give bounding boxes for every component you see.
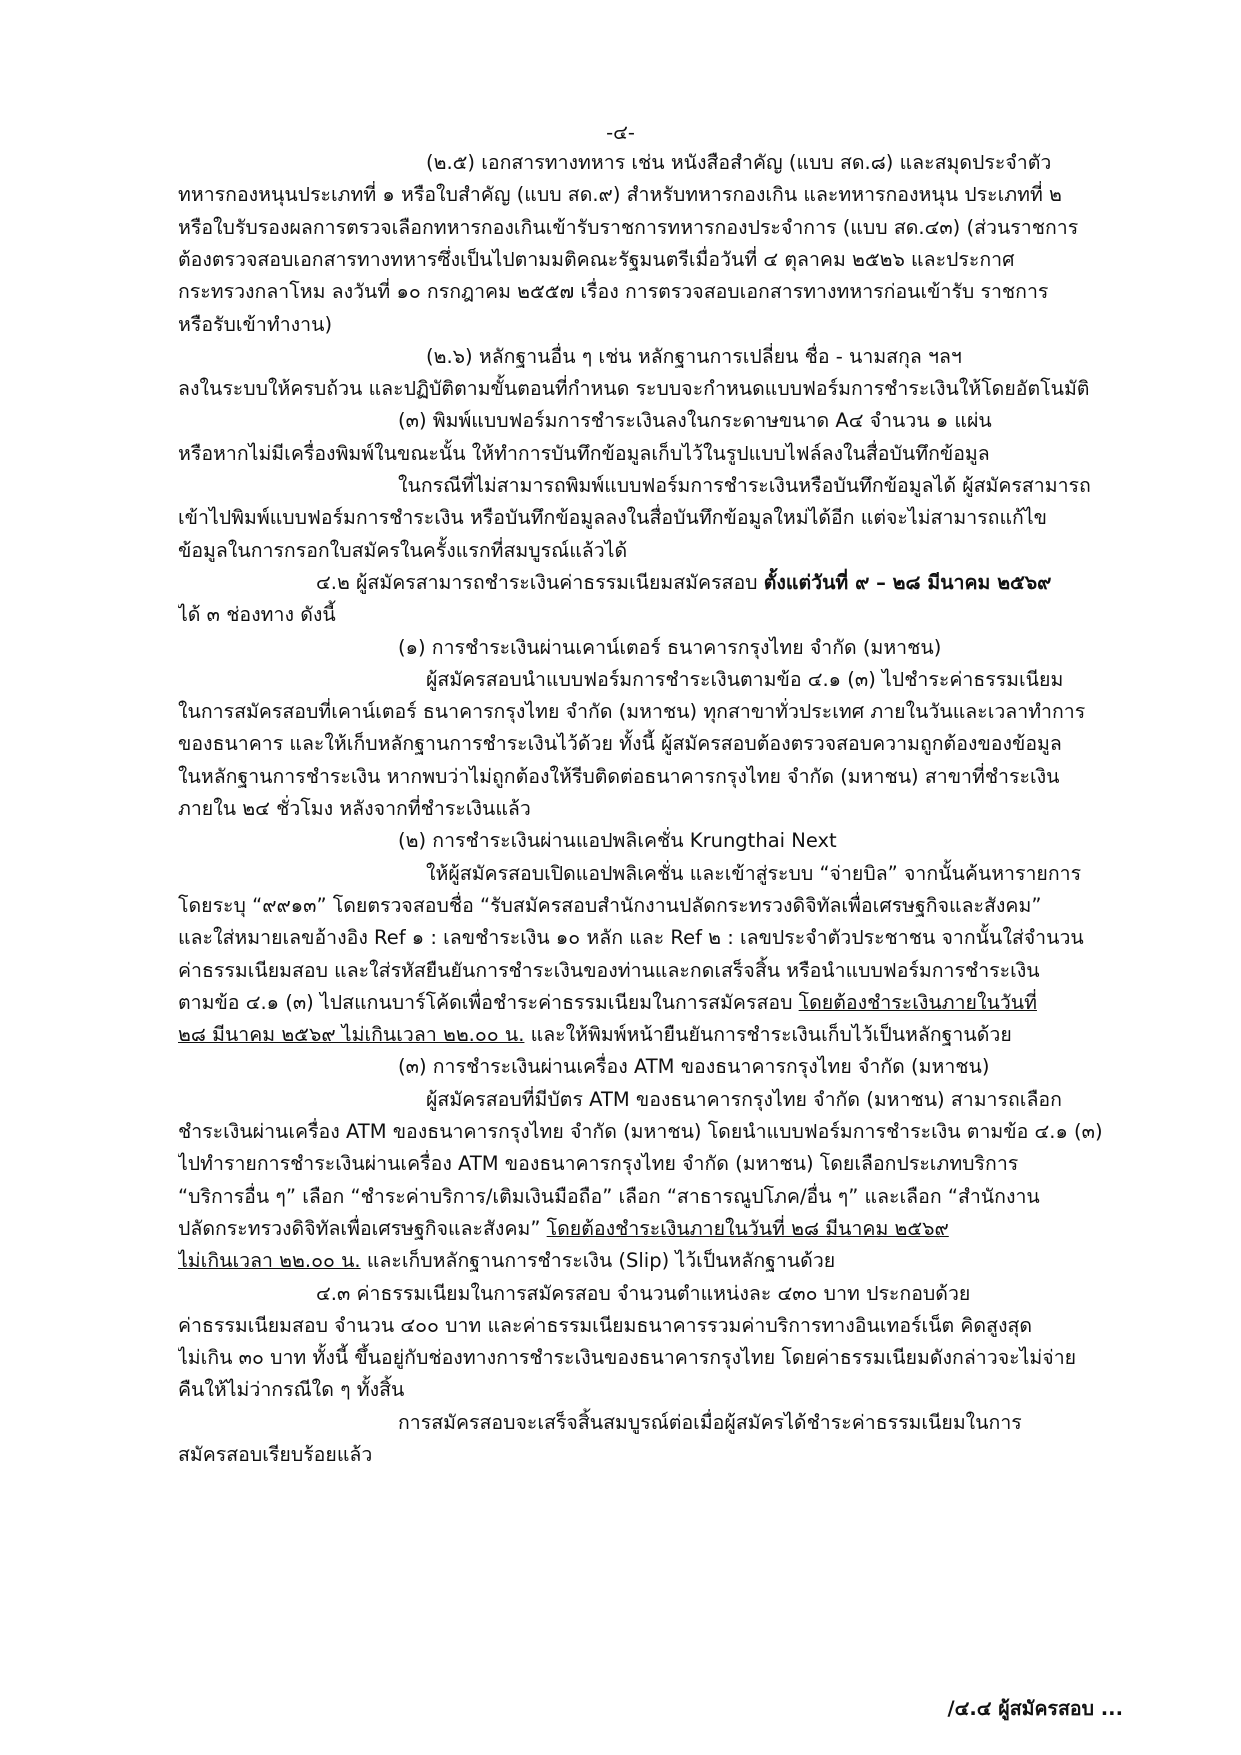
line-text: หรือหากไม่มีเครื่องพิมพ์ในขณะนั้น ให้ทำการบันทึกข้อมูลเก็บไว้ในรูปแบบไฟล์ลงในสื่อบันทึกข้อมูล [178, 441, 990, 465]
text-line [178, 891, 1123, 921]
line-text: ๔.๓ ค่าธรรมเนียมในการสมัครสอบ จำนวนตำแหน่งละ ๔๓๐ บาท ประกอบด้วย [316, 1281, 971, 1305]
line-text: (๓) พิมพ์แบบฟอร์มการชำระเงินลงในกระดาษขนาด A๔ จำนวน ๑ แผ่น [398, 409, 992, 433]
text-line [178, 406, 1123, 436]
line-text: ลงในระบบให้ครบถ้วน และปฏิบัติตามขั้นตอนที่กำหนด ระบบจะกำหนดแบบฟอร์มการชำระเงินให้โดยอัตโนมัติ [178, 377, 1090, 401]
text-line [178, 1311, 1123, 1341]
page-number: -๔- [606, 121, 635, 144]
text-line [178, 1020, 1123, 1050]
text-line [178, 1117, 1123, 1147]
text-line [178, 1375, 1123, 1405]
text-line [178, 503, 1123, 533]
line-text: ในหลักฐานการชำระเงิน หากพบว่าไม่ถูกต้องให้รีบติดต่อธนาคารกรุงไทย จำกัด (มหาชน) สาขาที่ชำระเงิน [178, 764, 1060, 788]
text-line [178, 826, 1123, 856]
line-bold-text: ตั้งแต่วันที่ ๙ – ๒๘ มีนาคม ๒๕๖๙ [763, 570, 1052, 594]
text-line [178, 1182, 1123, 1212]
text-line [178, 633, 1123, 663]
line-text: สมัครสอบเรียบร้อยแล้ว [178, 1443, 373, 1466]
text-line [178, 213, 1123, 243]
line-text: เข้าไปพิมพ์แบบฟอร์มการชำระเงิน หรือบันทึกข้อมูลลงในสื่อบันทึกข้อมูลใหม่ได้อีก แต่จะไม่สามารถแก้ไข [178, 506, 1047, 530]
line-text: ได้ ๓ ช่องทาง ดังนี้ [178, 603, 336, 627]
line-text: ค่าธรรมเนียมสอบ และใส่รหัสยืนยันการชำระเงินของท่านและกดเสร็จสิ้น หรือนำแบบฟอร์มการชำระเงิน [178, 958, 1040, 982]
line-text: หรือใบรับรองผลการตรวจเลือกทหารกองเกินเข้ารับราชการทหารกองประจำการ (แบบ สด.๔๓) (ส่วนราชการ [178, 215, 1079, 239]
line-text: (๒) การชำระเงินผ่านแอปพลิเคชั่น Krungthai Next [398, 829, 837, 853]
text-line [178, 794, 1123, 824]
line-text: ทหารกองหนุนประเภทที่ ๑ หรือใบสำคัญ (แบบ สด.๙) สำหรับทหารกองเกิน และทหารกองหนุน ประเภทที่ ๒ [178, 183, 1062, 207]
text-line [178, 374, 1123, 404]
line-underlined-text: โดยต้องชำระเงินภายในวันที่ [798, 990, 1037, 1014]
line-text: (๑) การชำระเงินผ่านเคาน์เตอร์ ธนาคารกรุงไทย จำกัด (มหาชน) [398, 635, 942, 659]
text-line [178, 762, 1123, 792]
text-line [178, 1246, 1123, 1276]
line-underlined-text: ๒๘ มีนาคม ๒๕๖๙ ไม่เกินเวลา ๒๒.๐๐ น. [178, 1023, 525, 1047]
line-text: และใส่หมายเลขอ้างอิง Ref ๑ : เลขชำระเงิน ๑๐ หลัก และ Ref ๒ : เลขประจำตัวประชาชน จากนั้นใส่จำนวน [178, 926, 1084, 950]
line-text: คืนให้ไม่ว่ากรณีใด ๆ ทั้งสิ้น [178, 1378, 405, 1402]
line-underlined-text: ไม่เกินเวลา ๒๒.๐๐ น. [178, 1249, 361, 1273]
line-text: (๓) การชำระเงินผ่านเครื่อง ATM ของธนาคารกรุงไทย จำกัด (มหาชน) [398, 1055, 990, 1079]
line-text: โดยระบุ “๙๙๑๓” โดยตรวจสอบชื่อ “รับสมัครสอบสำนักงานปลัดกระทรวงดิจิทัลเพื่อเศรษฐกิจและสังคม” [178, 893, 1042, 917]
text-line [178, 956, 1123, 986]
line-text: ข้อมูลในการกรอกใบสมัครในครั้งแรกที่สมบูรณ์แล้วได้ [178, 538, 628, 562]
text-line [178, 536, 1123, 566]
line-text: ๔.๒ ผู้สมัครสามารถชำระเงินค่าธรรมเนียมสมัครสอบ [316, 570, 764, 594]
text-line [178, 1085, 1123, 1115]
text-line [178, 245, 1123, 275]
line-text: หรือรับเข้าทำงาน) [178, 312, 333, 336]
text-line [178, 1343, 1123, 1373]
text-line [178, 310, 1123, 340]
line-text: ไม่เกิน ๓๐ บาท ทั้งนี้ ขึ้นอยู่กับช่องทางการชำระเงินของธนาคารกรุงไทย โดยค่าธรรมเนียมดังกล่าวจะไม่จ่าย [178, 1346, 1077, 1370]
line-text: ปลัดกระทรวงดิจิทัลเพื่อเศรษฐกิจและสังคม” [178, 1216, 547, 1240]
line-text: ในการสมัครสอบที่เคาน์เตอร์ ธนาคารกรุงไทย จำกัด (มหาชน) ทุกสาขาทั่วประเทศ ภายในวันและเวลาทำการ [178, 700, 1086, 724]
text-line [178, 342, 1123, 372]
line-text: ภายใน ๒๔ ชั่วโมง หลังจากที่ชำระเงินแล้ว [178, 797, 531, 820]
line-text-after: และเก็บหลักฐานการชำระเงิน (Slip) ไว้เป็นหลักฐานด้วย [360, 1249, 836, 1273]
continuation-footer: /๔.๔ ผู้สมัครสอบ ... [947, 1697, 1123, 1720]
line-text: ผู้สมัครสอบนำแบบฟอร์มการชำระเงินตามข้อ ๔.๑ (๓) ไปชำระค่าธรรมเนียม [426, 667, 1064, 691]
text-line [178, 600, 1123, 630]
line-text: การสมัครสอบจะเสร็จสิ้นสมบูรณ์ต่อเมื่อผู้สมัครได้ชำระค่าธรรมเนียมในการ [398, 1410, 1022, 1434]
line-text: ผู้สมัครสอบที่มีบัตร ATM ของธนาคารกรุงไทย จำกัด (มหาชน) สามารถเลือก [426, 1087, 1062, 1111]
line-text: ในกรณีที่ไม่สามารถพิมพ์แบบฟอร์มการชำระเงินหรือบันทึกข้อมูลได้ ผู้สมัครสามารถ [398, 474, 1091, 497]
text-line [178, 697, 1123, 727]
line-text: ไปทำรายการชำระเงินผ่านเครื่อง ATM ของธนาคารกรุงไทย จำกัด (มหาชน) โดยเลือกประเภทบริการ [178, 1152, 1019, 1176]
line-text: ค่าธรรมเนียมสอบ จำนวน ๔๐๐ บาท และค่าธรรมเนียมธนาคารรวมค่าบริการทางอินเทอร์เน็ต คิดสูงสุด [178, 1313, 1033, 1337]
line-text: (๒.๕) เอกสารทางทหาร เช่น หนังสือสำคัญ (แบบ สด.๘) และสมุดประจำตัว [426, 151, 1052, 174]
line-text: (๒.๖) หลักฐานอื่น ๆ เช่น หลักฐานการเปลี่ยน ชื่อ - นามสกุล ฯลฯ [426, 344, 962, 368]
line-underlined-text: โดยต้องชำระเงินภายในวันที่ ๒๘ มีนาคม ๒๕๖๙ [546, 1216, 949, 1240]
text-line [178, 277, 1123, 307]
text-line [178, 180, 1123, 210]
text-line [178, 439, 1123, 469]
text-line [178, 148, 1123, 178]
text-line [178, 729, 1123, 759]
text-line [178, 665, 1123, 695]
line-text: ให้ผู้สมัครสอบเปิดแอปพลิเคชั่น และเข้าสู่ระบบ “จ่ายบิล” จากนั้นค้นหารายการ [426, 861, 1082, 885]
line-text: ตามข้อ ๔.๑ (๓) ไปสแกนบาร์โค้ดเพื่อชำระค่าธรรมเนียมในการสมัครสอบ [178, 990, 799, 1014]
line-text: ชำระเงินผ่านเครื่อง ATM ของธนาคารกรุงไทย จำกัด (มหาชน) โดยนำแบบฟอร์มการชำระเงิน ตามข้อ ๔.๑ (๓) [178, 1120, 1103, 1143]
text-line [178, 1440, 1123, 1470]
line-text: กระทรวงกลาโหม ลงวันที่ ๑๐ กรกฎาคม ๒๕๕๗ เรื่อง การตรวจสอบเอกสารทางทหารก่อนเข้ารับ ราชการ [178, 280, 1049, 304]
line-text: “บริการอื่น ๆ” เลือก “ชำระค่าบริการ/เติมเงินมือถือ” เลือก “สาธารณูปโภค/อื่น ๆ” และเลือก “สำนักงาน [178, 1184, 1040, 1208]
line-text: ต้องตรวจสอบเอกสารทางทหารซึ่งเป็นไปตามมติคณะรัฐมนตรีเมื่อวันที่ ๔ ตุลาคม ๒๕๒๖ และประกาศ [178, 247, 1015, 271]
line-text: ของธนาคาร และให้เก็บหลักฐานการชำระเงินไว้ด้วย ทั้งนี้ ผู้สมัครสอบต้องตรวจสอบความถูกต้องของข้อมูล [178, 732, 1062, 756]
text-line [178, 988, 1123, 1018]
text-line [178, 1408, 1123, 1438]
text-line [178, 923, 1123, 953]
text-line [178, 568, 1123, 598]
text-line [178, 859, 1123, 889]
text-line [178, 471, 1123, 501]
line-text-after: และให้พิมพ์หน้ายืนยันการชำระเงินเก็บไว้เป็นหลักฐานด้วย [524, 1023, 1012, 1047]
text-line [178, 1214, 1123, 1244]
text-line [178, 1052, 1123, 1082]
text-line [178, 1279, 1123, 1309]
text-line [178, 1149, 1123, 1179]
